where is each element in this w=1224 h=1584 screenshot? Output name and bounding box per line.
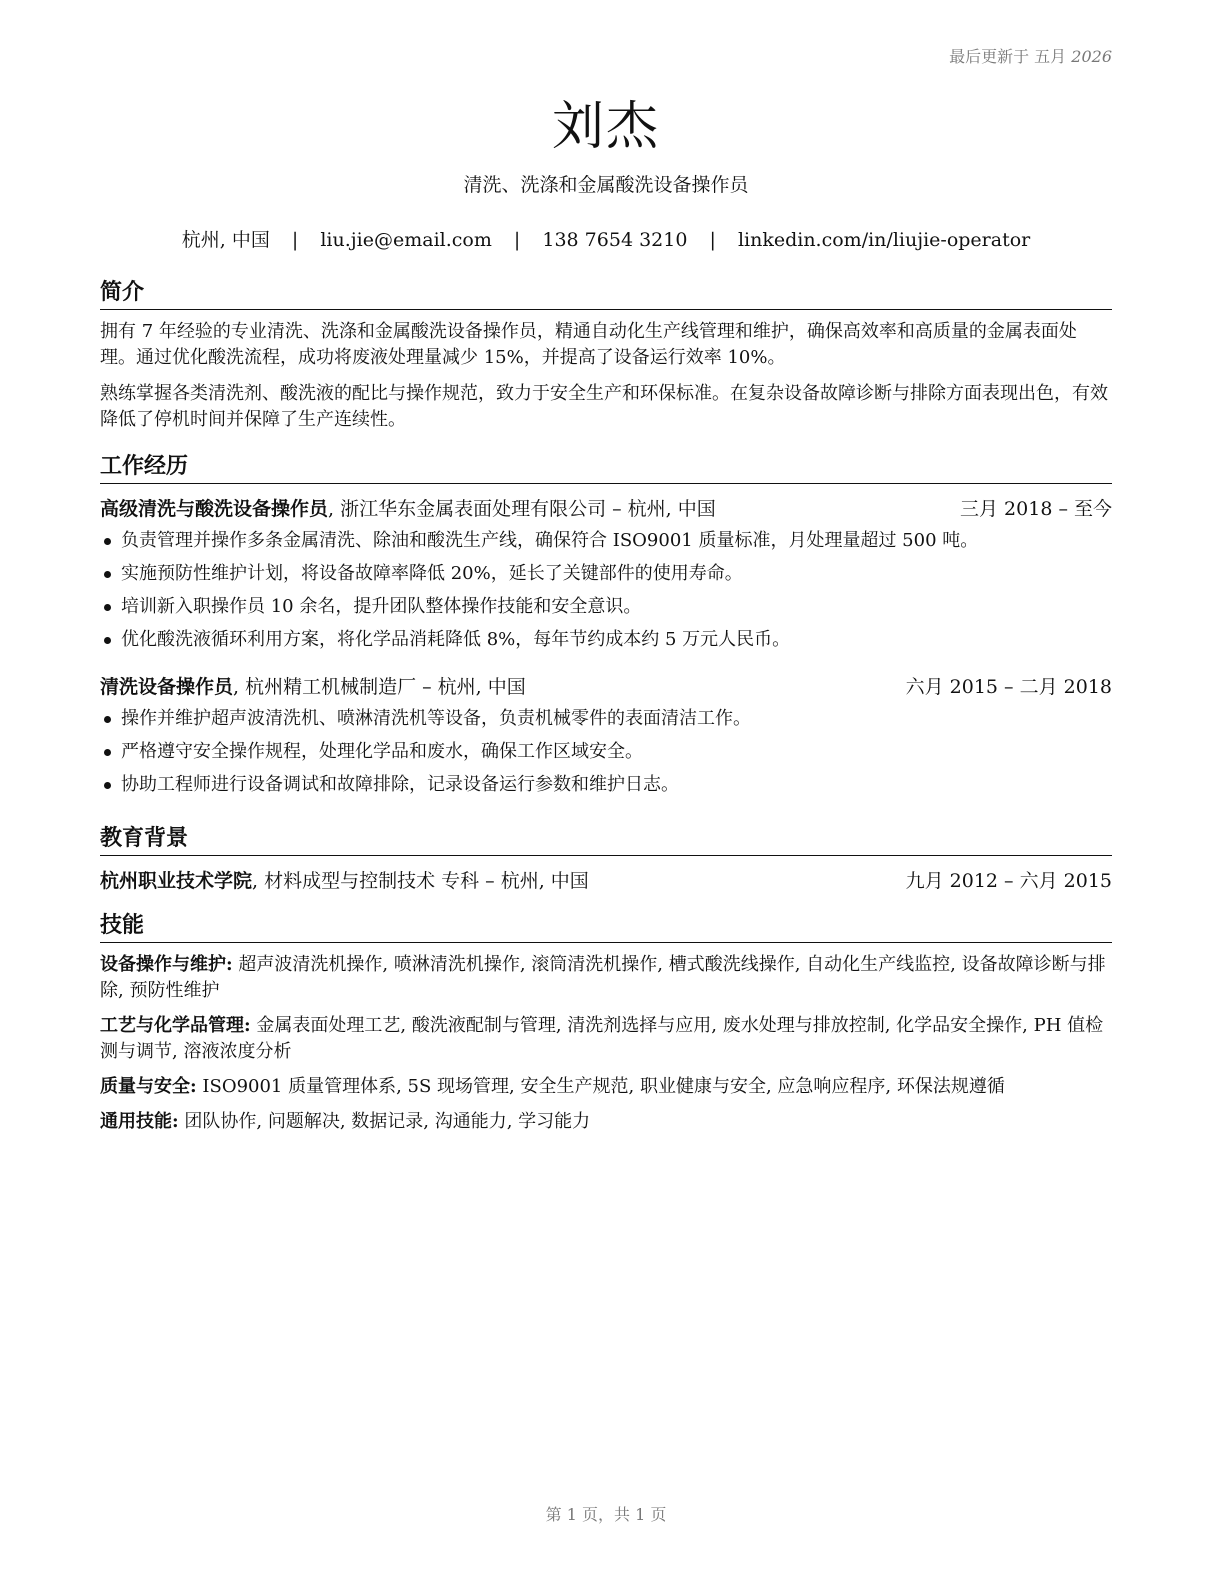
contact-line: [100, 225, 1112, 252]
education-title: 教育背景: [100, 824, 1112, 856]
skill-group: [100, 1074, 1112, 1100]
job-bullet: 操作并维护超声波清洗机、喷淋清洗机等设备，负责机械零件的表面清洁工作。: [100, 702, 1112, 735]
resume-page: [100, 0, 1112, 1584]
job-bullets: [100, 702, 1112, 801]
candidate-name: 刘杰: [551, 97, 660, 157]
summary-paragraph: 熟练掌握各类清洗剂、酸洗液的配比与操作规范，致力于安全生产和环保标准。在复杂设备故障诊断与排除方面表现出色，有效降低了停机时间并保障了生产连续性。: [100, 383, 1108, 430]
skill-group: [100, 952, 1112, 1004]
contact-separator: |: [513, 229, 521, 251]
summary-title: 简介: [100, 278, 1112, 310]
experience-section: [100, 452, 1112, 801]
skill-group: [100, 1109, 1112, 1135]
skill-group-label: 设备操作与维护:: [100, 954, 233, 975]
skill-group-items: 金属表面处理工艺, 酸洗液配制与管理, 清洗剂选择与应用, 废水处理与排放控制, 化学品安全操作, PH 值检测与调节, 溶液浓度分析: [100, 1015, 1104, 1062]
job-dates: 六月 2015 – 二月 2018: [905, 676, 1112, 698]
skill-group: [100, 1013, 1112, 1065]
job-bullet: 严格遵守安全操作规程，处理化学品和废水，确保工作区域安全。: [100, 735, 1112, 768]
job-role-org: [100, 674, 526, 700]
skill-group-items: ISO9001 质量管理体系, 5S 现场管理, 安全生产规范, 职业健康与安全, 应急响应程序, 环保法规遵循: [196, 1076, 1005, 1097]
job-role: 清洗设备操作员: [100, 676, 234, 698]
education-detail: , 材料成型与控制技术 专科 – 杭州, 中国: [252, 870, 589, 892]
job-org: , 浙江华东金属表面处理有限公司 – 杭州, 中国: [328, 498, 716, 520]
job-bullet: 协助工程师进行设备调试和故障排除，记录设备运行参数和维护日志。: [100, 768, 1112, 801]
page-footer: 第 1 页，共 1 页: [545, 1505, 667, 1524]
education-section: [100, 824, 1112, 894]
job-role: 高级清洗与酸洗设备操作员: [100, 498, 329, 520]
education-school-detail: [100, 868, 589, 894]
job-org: , 杭州精工机械制造厂 – 杭州, 中国: [233, 676, 526, 698]
skills-section: [100, 911, 1112, 1135]
contact-separator: |: [291, 229, 299, 251]
education-entry: [100, 868, 1112, 894]
contact-linkedin[interactable]: linkedin.com/in/liujie-operator: [737, 229, 1031, 251]
summary-section: [100, 278, 1112, 433]
last-updated: [949, 44, 1112, 67]
last-updated-prefix: 最后更新于: [949, 47, 1030, 66]
skill-group-items: 团队协作, 问题解决, 数据记录, 沟通能力, 学习能力: [178, 1111, 591, 1132]
education-school: 杭州职业技术学院: [100, 870, 253, 892]
skills-title: 技能: [100, 911, 1112, 943]
job-header: [100, 496, 1112, 522]
contact-phone[interactable]: 138 7654 3210: [542, 229, 688, 251]
last-updated-month: 五月: [1034, 47, 1067, 66]
job-dates: 三月 2018 – 至今: [960, 498, 1112, 520]
education-dates: 九月 2012 – 六月 2015: [905, 870, 1112, 892]
job-bullet: 负责管理并操作多条金属清洗、除油和酸洗生产线，确保符合 ISO9001 质量标准，月处理量超过 500 吨。: [100, 524, 1112, 557]
summary-paragraph: 拥有 7 年经验的专业清洗、洗涤和金属酸洗设备操作员，精通自动化生产线管理和维护，确保高效率和高质量的金属表面处理。通过优化酸洗流程，成功将废液处理量减少 15%，并提高了设备运行效率 10%。: [100, 321, 1077, 368]
contact-email[interactable]: liu.jie@email.com: [320, 229, 492, 251]
job-header: [100, 674, 1112, 700]
job-bullet: 优化酸洗液循环利用方案，将化学品消耗降低 8%，每年节约成本约 5 万元人民币。: [100, 623, 1112, 656]
job-role-org: [100, 496, 716, 522]
job-bullet: 实施预防性维护计划，将设备故障率降低 20%，延长了关键部件的使用寿命。: [100, 557, 1112, 590]
skill-group-label: 工艺与化学品管理:: [100, 1015, 251, 1036]
job-bullet: 培训新入职操作员 10 余名，提升团队整体操作技能和安全意识。: [100, 590, 1112, 623]
contact-separator: |: [709, 229, 716, 251]
job-entry: [100, 496, 1112, 656]
contact-location: 杭州, 中国: [181, 229, 270, 251]
skill-group-label: 质量与安全:: [100, 1076, 197, 1097]
candidate-headline: 清洗、洗涤和金属酸洗设备操作员: [463, 174, 749, 196]
job-bullets: [100, 524, 1112, 656]
skill-group-label: 通用技能:: [100, 1111, 179, 1132]
job-entry: [100, 674, 1112, 801]
experience-title: 工作经历: [100, 452, 1112, 484]
last-updated-year: 2026: [1071, 47, 1112, 66]
skill-group-items: 超声波清洗机操作, 喷淋清洗机操作, 滚筒清洗机操作, 槽式酸洗线操作, 自动化生产线监控, 设备故障诊断与排除, 预防性维护: [100, 954, 1106, 1001]
